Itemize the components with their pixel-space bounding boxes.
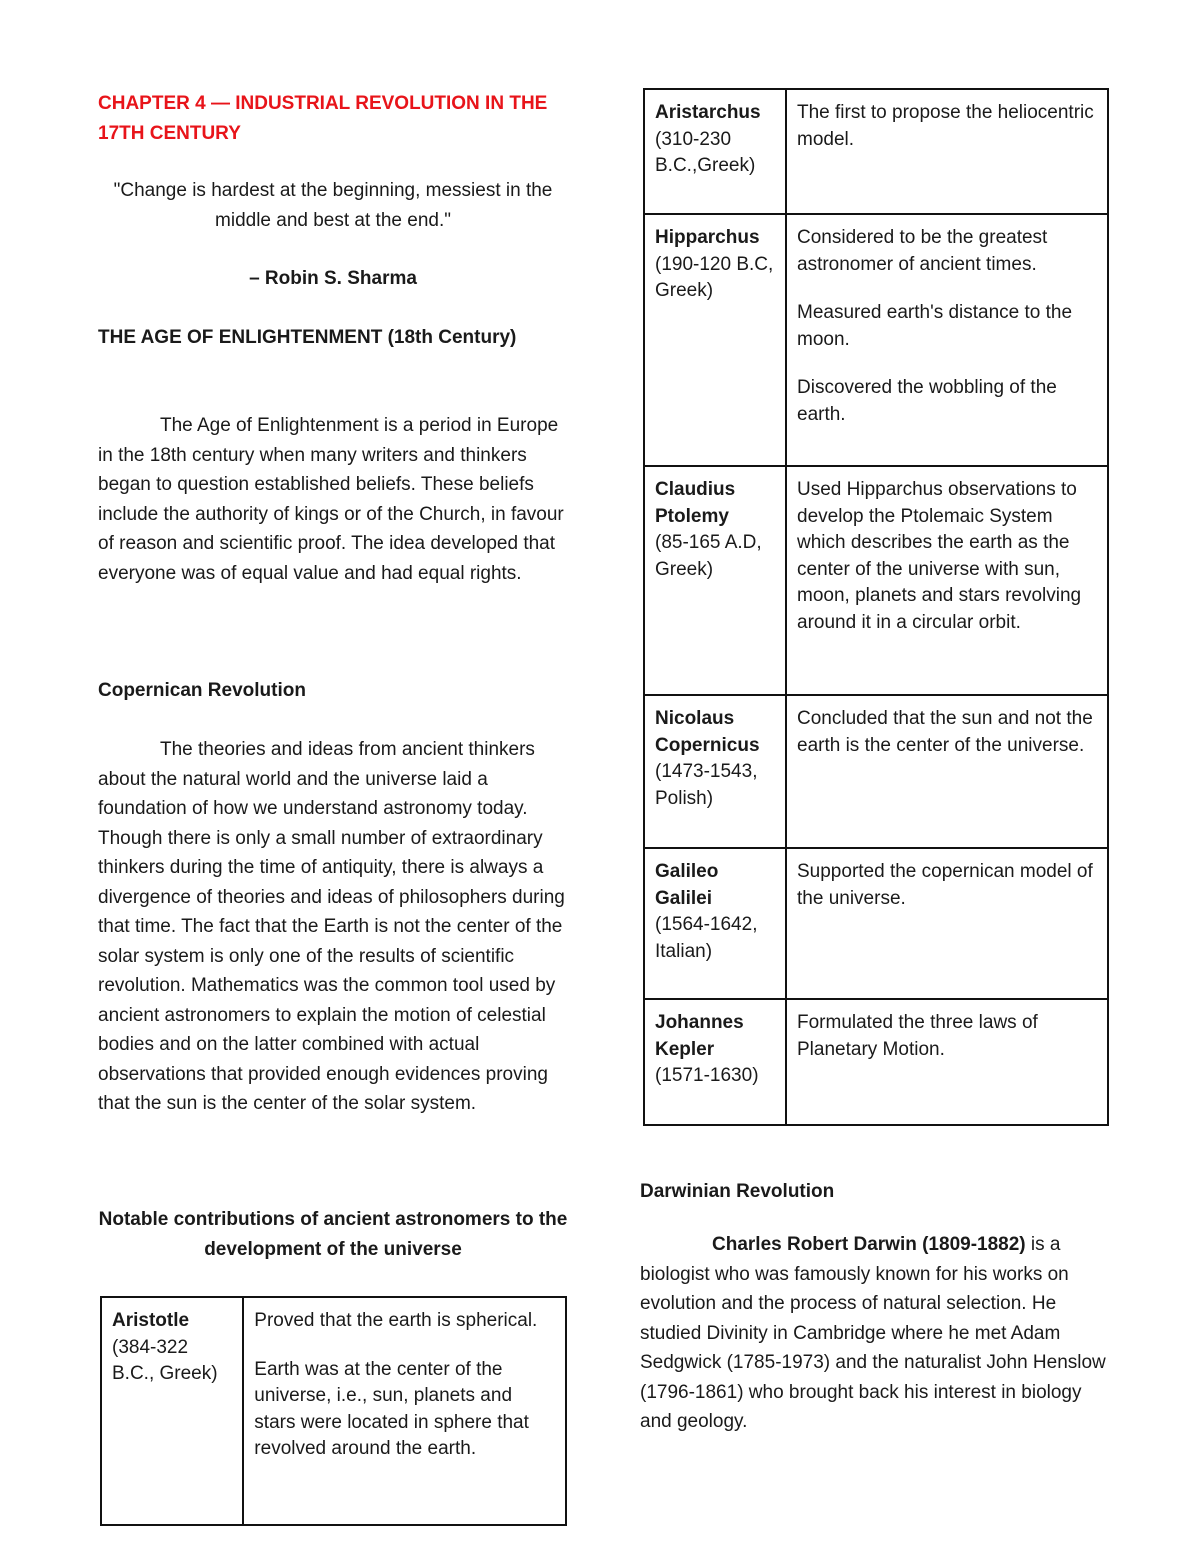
astronomer-dates: (1473-1543, Polish) <box>655 761 758 809</box>
astronomer-desc-cell <box>786 999 1108 1125</box>
astronomer-desc: Discovered the wobbling of the earth. <box>797 377 1057 425</box>
copernican-revolution-paragraph: The theories and ideas from ancient thinkers about the natural world and the universe laid a foundation of how we understand astronomy today. Though there is only a small number of extraordinary thinkers during the time of antiquity, there is always a divergence of theories and ideas of philosophers during that time. The fact that the Earth is not the center of the solar system is only one of the results of scientific revolution. Mathematics was the common tool used by ancient astronomers to explain the motion of celestial bodies and on the latter combined with actual observations that provided enough evidences proving that the sun is the center of the solar system. <box>98 739 565 1114</box>
astronomer-desc: Used Hipparchus observations to develop the Ptolemaic System which describes the earth as the center of the universe with sun, moon, planets and stars revolving around it in a circular orbit. <box>797 479 1082 633</box>
age-of-enlightenment-paragraph: The Age of Enlightenment is a period in Europe in the 18th century when many writers and thinkers began to question established beliefs. These beliefs include the authority of kings or of the Church, in favour of reason and scientific proof. The idea developed that everyone was of equal value and had equal rights. <box>98 415 564 584</box>
chapter-title: CHAPTER 4 — INDUSTRIAL REVOLUTION IN THE 17TH CENTURY <box>98 93 548 144</box>
astronomer-desc: Considered to be the greatest astronomer of ancient times. <box>797 227 1048 275</box>
astronomer-desc-cell <box>786 89 1108 214</box>
astronomers-table-part-2 <box>643 88 1109 1126</box>
table-row <box>644 999 1108 1125</box>
notable-contributions-heading: Notable contributions of ancient astronomers to the development of the universe <box>98 1209 568 1260</box>
astronomer-name: Galileo Galilei <box>655 861 719 909</box>
table-row <box>644 695 1108 848</box>
astronomer-desc: Measured earth's distance to the moon. <box>797 302 1073 350</box>
astronomer-name-cell <box>644 466 786 695</box>
astronomer-desc-cell <box>786 695 1108 848</box>
astronomer-name: Aristotle <box>112 1310 190 1331</box>
table-row <box>644 214 1108 466</box>
copernican-revolution-heading: Copernican Revolution <box>98 680 306 701</box>
astronomer-desc-cell <box>786 214 1108 466</box>
astronomer-name-cell <box>644 89 786 214</box>
astronomer-desc: Concluded that the sun and not the earth is the center of the universe. <box>797 708 1093 756</box>
astronomer-name-cell <box>644 848 786 999</box>
astronomer-dates: (384-322 B.C., Greek) <box>112 1336 218 1384</box>
astronomer-desc: Earth was at the center of the universe, i.e., sun, planets and stars were located in sphere that revolved around the earth. <box>254 1358 529 1459</box>
astronomer-dates: (190-120 B.C, Greek) <box>655 253 774 301</box>
astronomer-name-cell <box>101 1297 243 1525</box>
darwinian-revolution-paragraph <box>640 1230 1110 1437</box>
astronomer-desc: Supported the copernican model of the universe. <box>797 861 1093 909</box>
astronomer-desc: Formulated the three laws of Planetary Motion. <box>797 1012 1038 1060</box>
table-row <box>644 848 1108 999</box>
astronomer-dates: (1564-1642, Italian) <box>655 914 758 962</box>
quote-author: – Robin S. Sharma <box>249 268 417 289</box>
astronomer-desc: The first to propose the heliocentric model. <box>797 102 1094 150</box>
astronomer-name: Aristarchus <box>655 102 761 123</box>
astronomer-name-cell <box>644 214 786 466</box>
astronomer-desc-cell <box>786 848 1108 999</box>
astronomer-name: Hipparchus <box>655 227 760 248</box>
astronomer-name: Johannes Kepler <box>655 1012 744 1060</box>
astronomer-name: Claudius Ptolemy <box>655 479 736 527</box>
table-row <box>644 89 1108 214</box>
age-of-enlightenment-heading: THE AGE OF ENLIGHTENMENT (18th Century) <box>98 327 517 348</box>
astronomer-dates: (85-165 A.D, Greek) <box>655 532 762 580</box>
darwin-text: is a biologist who was famously known for his works on evolution and the process of natural selection. He studied Divinity in Cambridge where he met Adam Sedgwick (1785-1973) and the naturalist John Henslow (1796-1861) who brought back his interest in biology and geology. <box>640 1234 1106 1432</box>
darwinian-revolution-heading: Darwinian Revolution <box>640 1181 835 1202</box>
astronomers-table-part-1 <box>100 1296 567 1526</box>
astronomer-desc-cell <box>786 466 1108 695</box>
quote: "Change is hardest at the beginning, messiest in the middle and best at the end." <box>113 180 553 231</box>
astronomer-dates: (310-230 B.C.,Greek) <box>655 128 756 176</box>
table-row <box>644 466 1108 695</box>
darwin-name: Charles Robert Darwin (1809-1882) <box>712 1234 1026 1255</box>
astronomer-desc-cell <box>243 1297 566 1525</box>
astronomer-name-cell <box>644 695 786 848</box>
table-row <box>101 1297 566 1525</box>
astronomer-desc: Proved that the earth is spherical. <box>254 1310 538 1331</box>
astronomer-name: Nicolaus Copernicus <box>655 708 760 756</box>
astronomer-name-cell <box>644 999 786 1125</box>
astronomer-dates: (1571-1630) <box>655 1065 759 1086</box>
